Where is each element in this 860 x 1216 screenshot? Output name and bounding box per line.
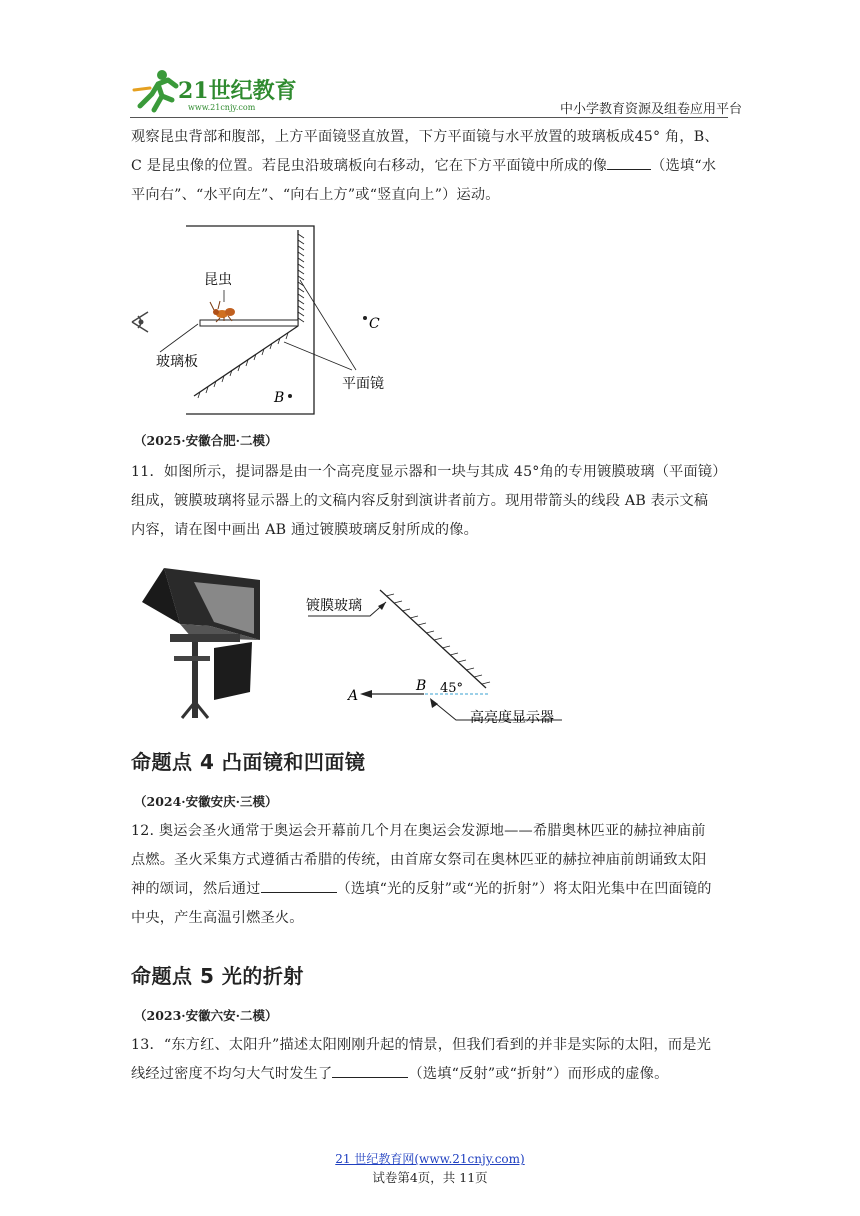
angle-label: 45° <box>440 681 464 696</box>
footer-page-number: 试卷第4页，共 11页 <box>372 1170 488 1185</box>
q11-diagram <box>300 580 580 730</box>
section-4-title: 命题点 4 凸面镜和凹面镜 <box>131 750 366 774</box>
point-b: B <box>274 390 285 406</box>
q12-line3: 神的颂词，然后通过 （选填“光的反射”或“光的折射”）将太阳光集中在凹面镜的 <box>131 875 731 904</box>
q12-line4: 中央，产生高温引燃圣火。 <box>131 910 304 926</box>
mirror-label: 平面镜 <box>342 376 384 392</box>
point-b-11: B <box>416 678 427 694</box>
q11-source: （2025·安徽合肥·二模） <box>134 433 278 448</box>
eye-icon <box>132 312 148 332</box>
q11-line1: 11．如图所示，提词器是由一个高亮度显示器和一块与其成 45°角的专用镀膜玻璃（平面镜） <box>131 464 727 480</box>
q13-line1: 13．“东方红、太阳升”描述太阳刚刚升起的情景，但我们看到的并非是实际的太阳，而是光 <box>131 1037 712 1053</box>
site-logo <box>132 66 297 114</box>
q10-text <box>131 123 731 210</box>
point-c: C <box>369 316 380 332</box>
q12-answer-blank[interactable] <box>261 878 337 893</box>
q10-answer-blank[interactable] <box>607 155 651 170</box>
q12-line1: 12. 奥运会圣火通常于奥运会开幕前几个月在奥运会发源地——希腊奥林匹亚的赫拉神庙前 <box>131 823 706 839</box>
teleprompter-photo <box>134 562 264 720</box>
q11-text <box>131 458 731 545</box>
q12-text <box>131 817 731 933</box>
q10-line1: 观察昆虫背部和腹部，上方平面镜竖直放置，下方平面镜与水平放置的玻璃板成45° 角，B、 <box>131 129 719 145</box>
q12-line2: 点燃。圣火采集方式遵循古希腊的传统，由首席女祭司在奥林匹亚的赫拉神庙前朗诵致太阳 <box>131 852 707 868</box>
logo-text: 21世纪教育 <box>178 78 297 104</box>
q10-line2: C 是昆虫像的位置。若昆虫沿玻璃板向右移动，它在下方平面镜中所成的像 （选填“水 <box>131 152 731 181</box>
insect-icon <box>210 301 235 322</box>
display-label: 高亮度显示器 <box>470 710 554 726</box>
q12-source: （2024·安徽安庆·三模） <box>134 794 278 809</box>
q10-figure <box>128 220 398 420</box>
point-a: A <box>348 688 359 704</box>
insect-label: 昆虫 <box>204 272 232 288</box>
q11-line3: 内容，请在图中画出 AB 通过镀膜玻璃反射所成的像。 <box>131 522 479 538</box>
q13-text <box>131 1031 731 1089</box>
q13-source: （2023·安徽六安·二模） <box>134 1008 278 1023</box>
q13-answer-blank[interactable] <box>332 1063 408 1078</box>
footer-site-link[interactable]: 21 世纪教育网(www.21cnjy.com) <box>335 1152 525 1166</box>
q13-line2: 线经过密度不均匀大气时发生了 （选填“反射”或“折射”）而形成的虚像。 <box>131 1060 731 1089</box>
q10-line3: 平向右”、“水平向左”、“向右上方”或“竖直向上”）运动。 <box>131 187 500 203</box>
q11-line2: 组成，镀膜玻璃将显示器上的文稿内容反射到演讲者前方。现用带箭头的线段 AB 表示文稿 <box>131 493 709 509</box>
logo-url: www.21cnjy.com <box>188 103 256 112</box>
coated-glass-label: 镀膜玻璃 <box>306 598 362 614</box>
section-5-title: 命题点 5 光的折射 <box>131 964 304 988</box>
header-divider <box>130 117 728 118</box>
platform-name: 中小学教育资源及组卷应用平台 <box>560 102 743 117</box>
glass-label: 玻璃板 <box>156 354 198 370</box>
